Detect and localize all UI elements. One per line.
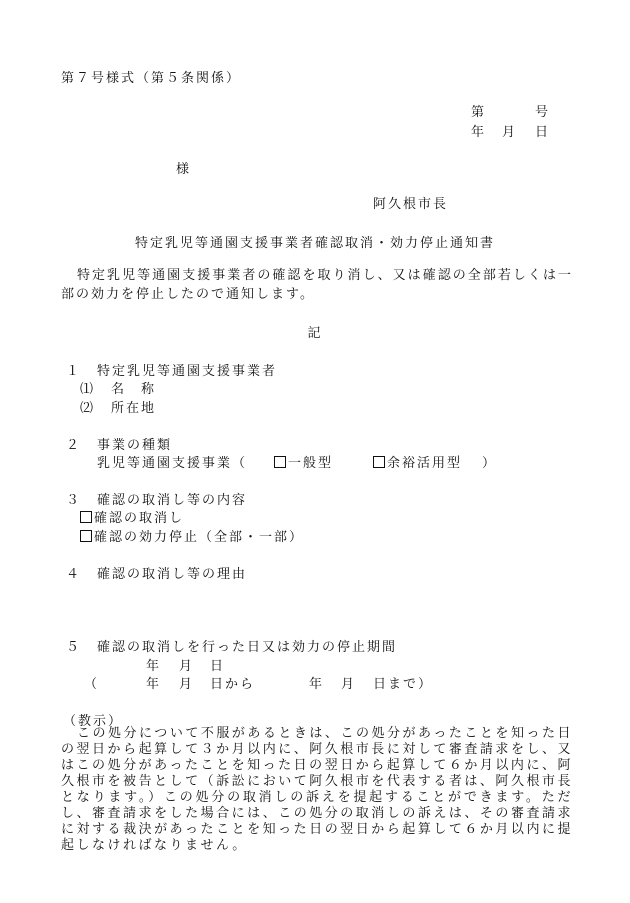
checkbox-icon xyxy=(80,511,92,523)
ki-mark: 記 xyxy=(307,326,323,341)
section2-business: 乳児等通園支援事業（ xyxy=(97,456,248,471)
section2-option2 xyxy=(373,452,462,471)
section5-to-month: 月 xyxy=(341,677,357,692)
issuer: 阿久根市長 xyxy=(373,197,449,212)
section3-heading: 確認の取消し等の内容 xyxy=(97,493,248,508)
section5-from-month: 月 xyxy=(179,677,195,692)
section5-period-open: （ xyxy=(84,677,100,692)
section1-item2-number: ⑵ xyxy=(80,401,96,416)
date-month: 月 xyxy=(502,125,518,140)
section3-option1-label: 確認の取消し xyxy=(94,511,185,526)
document-title: 特定乳児等通園支援事業者確認取消・効力停止通知書 xyxy=(134,236,495,251)
checkbox-icon xyxy=(80,530,92,542)
section5-number: ５ xyxy=(66,640,82,655)
form-label: 第７号様式（第５条関係） xyxy=(61,71,242,86)
section5-from-day: 日から xyxy=(210,677,256,692)
section2-heading: 事業の種類 xyxy=(97,438,173,453)
section5-heading: 確認の取消しを行った日又は効力の停止期間 xyxy=(97,640,398,655)
intro-paragraph: 特定乳児等通園支援事業者の確認を取り消し、又は確認の全部若しくは一部の効力を停止したので通知します。 xyxy=(61,268,573,302)
doc-number-prefix: 第 xyxy=(471,105,487,120)
section2-option2-label: 余裕活用型 xyxy=(387,456,463,471)
checkbox-icon xyxy=(373,456,385,468)
doc-number-suffix: 号 xyxy=(535,105,551,120)
date-day: 日 xyxy=(535,125,551,140)
section3-number: ３ xyxy=(66,493,82,508)
section4-number: ４ xyxy=(66,567,82,582)
section5-date-month: 月 xyxy=(179,659,195,674)
section2-option1 xyxy=(274,452,333,471)
section2-option1-label: 一般型 xyxy=(288,456,334,471)
section3-option2-label: 確認の効力停止（全部・一部） xyxy=(94,530,305,545)
section5-from-year: 年 xyxy=(146,677,162,692)
section4-heading: 確認の取消し等の理由 xyxy=(97,567,248,582)
section5-to-year: 年 xyxy=(309,677,325,692)
section3-option1 xyxy=(80,507,184,526)
date-year: 年 xyxy=(471,125,487,140)
section1-heading: 特定乳児等通園支援事業者 xyxy=(97,364,278,379)
section1-number: １ xyxy=(66,364,82,379)
section1-item1-label: 名 称 xyxy=(111,382,157,397)
notice-body: この処分について不服があるときは、この処分があったことを知った日の翌日から起算して３か月以内に、阿久根市長に対して審査請求をし、又はこの処分があったことを知った日の翌日から起算して６か月以内に、阿久根市を被告として（訴訟において阿久根市を代表する者は、阿久根市長となります。）この処分の取消しの訴えを提起することができます。ただし、審査請求をした場合には、この処分の取消しの訴えは、その審査請求に対する裁決があったことを知った日の翌日から起算して６か月以内に提起しなければなりません。 xyxy=(61,726,573,853)
recipient-honorific: 様 xyxy=(176,162,192,177)
section5-to-day: 日まで） xyxy=(373,677,434,692)
section3-option2 xyxy=(80,526,304,545)
section1-item2-label: 所在地 xyxy=(111,401,157,416)
section1-item1-number: ⑴ xyxy=(80,382,96,397)
section2-close: ） xyxy=(482,456,498,471)
section2-number: ２ xyxy=(66,438,82,453)
notice-heading: （教示） xyxy=(63,714,124,729)
checkbox-icon xyxy=(274,456,286,468)
section5-date-year: 年 xyxy=(146,659,162,674)
section5-date-day: 日 xyxy=(210,659,226,674)
